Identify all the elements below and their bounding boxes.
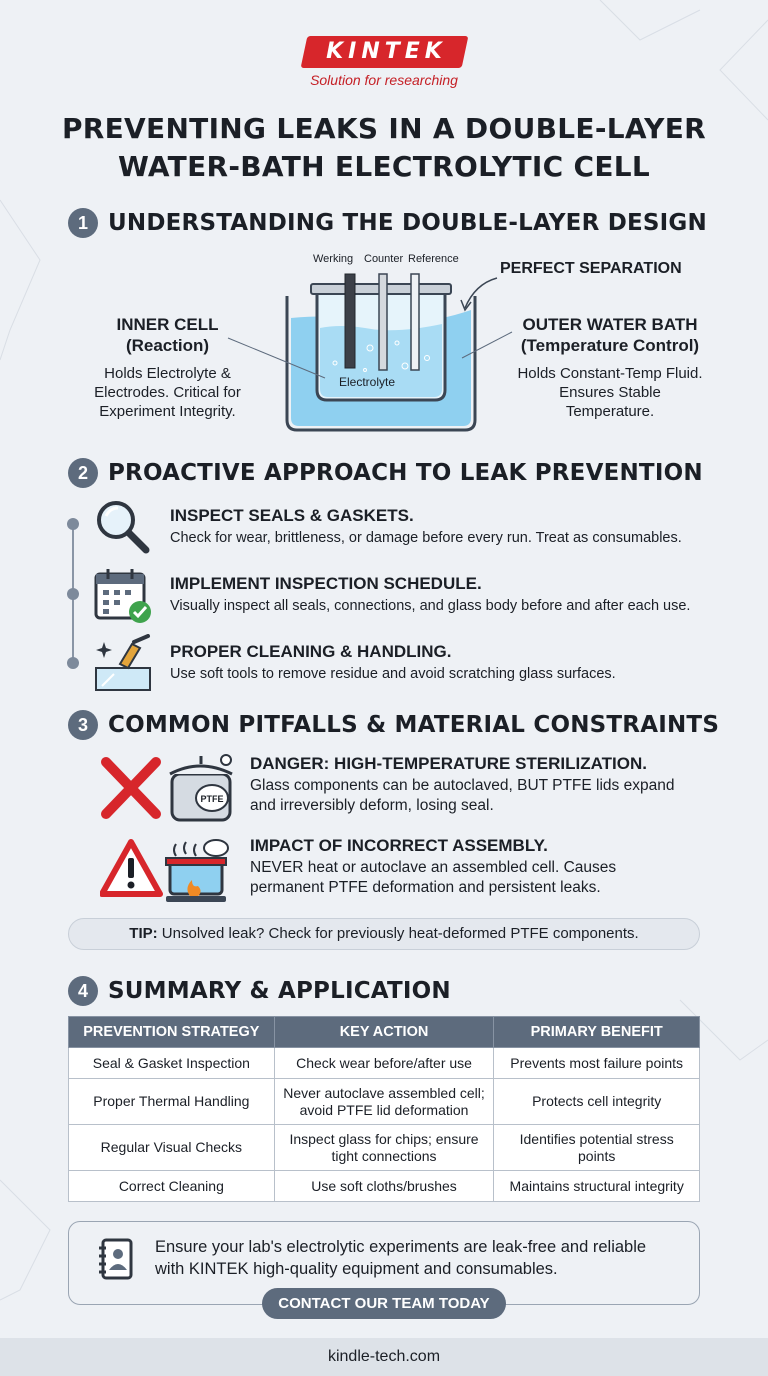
contact-team-button[interactable]: CONTACT OUR TEAM TODAY <box>262 1288 506 1319</box>
section-2-heading <box>68 458 703 488</box>
electrode-label-working: Werking <box>313 253 354 265</box>
logo-text: KINTEK <box>325 39 447 64</box>
tip-text: Unsolved leak? Check for previously heat-deformed PTFE components. <box>157 925 639 942</box>
summary-table <box>68 1016 700 1202</box>
table-row: Proper Thermal Handling Never autoclave assembled cell; avoid PTFE lid deformation Protects cell integrity <box>69 1079 700 1125</box>
table-row: Correct Cleaning Use soft cloths/brushes Maintains structural integrity <box>69 1171 700 1202</box>
inner-cell-callout: INNER CELL (Reaction) Holds Electrolyte & Electrodes. Critical for Experiment Integrity. <box>94 315 241 420</box>
timeline-dot <box>67 518 79 530</box>
section-4-heading <box>68 976 451 1006</box>
svg-text:PTFE: PTFE <box>200 794 224 804</box>
perfect-separation-label: PERFECT SEPARATION <box>500 260 682 277</box>
autoclave-cross-icon <box>100 754 240 824</box>
timeline-dot <box>67 588 79 600</box>
warning-heat-icon <box>100 836 240 906</box>
footer-url[interactable]: kindle-tech.com <box>0 1338 768 1376</box>
timeline-dot <box>67 657 79 669</box>
table-row: Seal & Gasket Inspection Check wear before/after use Prevents most failure points <box>69 1048 700 1079</box>
title-line-1: PREVENTING LEAKS IN A DOUBLE-LAYER <box>61 112 707 145</box>
magnifier-icon <box>92 496 154 558</box>
table-row: Regular Visual Checks Inspect glass for chips; ensure tight connections Identifies potential stress points <box>69 1125 700 1171</box>
section-title: COMMON PITFALLS & MATERIAL CONSTRAINTS <box>108 712 720 738</box>
section-number: 3 <box>68 710 98 740</box>
tip-banner <box>68 918 700 950</box>
section-title: SUMMARY & APPLICATION <box>108 978 451 1004</box>
section-3-heading <box>68 710 719 740</box>
column-header: PRIMARY BENEFIT <box>494 1017 700 1048</box>
contact-message: Ensure your lab's electrolytic experiments are leak-free and reliable with KINTEK high-quality equipment and consumables. <box>155 1238 647 1278</box>
list-item: IMPLEMENT INSPECTION SCHEDULE. Visually inspect all seals, connections, and glass body before and after each use. <box>92 566 690 628</box>
contact-book-icon <box>97 1238 133 1280</box>
tip-label: TIP: <box>129 925 158 942</box>
section-number: 1 <box>68 208 98 238</box>
table-header-row <box>69 1017 700 1048</box>
section-number: 2 <box>68 458 98 488</box>
list-item: INSPECT SEALS & GASKETS. Check for wear, brittleness, or damage before every run. Treat as consumables. <box>92 496 682 558</box>
section-number: 4 <box>68 976 98 1006</box>
logo-tagline: Solution for researching <box>310 72 458 88</box>
brush-cleaning-icon <box>92 634 154 696</box>
electrode-label-reference: Reference <box>408 253 459 265</box>
list-item: PTFE DANGER: HIGH-TEMPERATURE STERILIZATION. Glass components can be autoclaved, BUT PTFE lids expand and irreversibly deform, losing seal. <box>100 754 674 824</box>
list-item: IMPACT OF INCORRECT ASSEMBLY. NEVER heat or autoclave an assembled cell. Causes permanent PTFE deformation and persistent leaks. <box>100 836 616 906</box>
electrode-label-counter: Counter <box>364 253 404 265</box>
column-header: PREVENTION STRATEGY <box>69 1017 275 1048</box>
outer-bath-callout: OUTER WATER BATH (Temperature Control) Holds Constant-Temp Fluid. Ensures Stable Temperature. <box>517 315 703 420</box>
calendar-check-icon <box>92 566 154 628</box>
list-item: PROPER CLEANING & HANDLING. Use soft tools to remove residue and avoid scratching glass surfaces. <box>92 634 616 696</box>
electrolyte-label: Electrolyte <box>339 375 396 389</box>
section-title: PROACTIVE APPROACH TO LEAK PREVENTION <box>108 460 703 486</box>
title-line-2: WATER-BATH ELECTROLYTIC CELL <box>117 150 651 183</box>
column-header: KEY ACTION <box>274 1017 494 1048</box>
section-title: UNDERSTANDING THE DOUBLE-LAYER DESIGN <box>108 210 707 236</box>
